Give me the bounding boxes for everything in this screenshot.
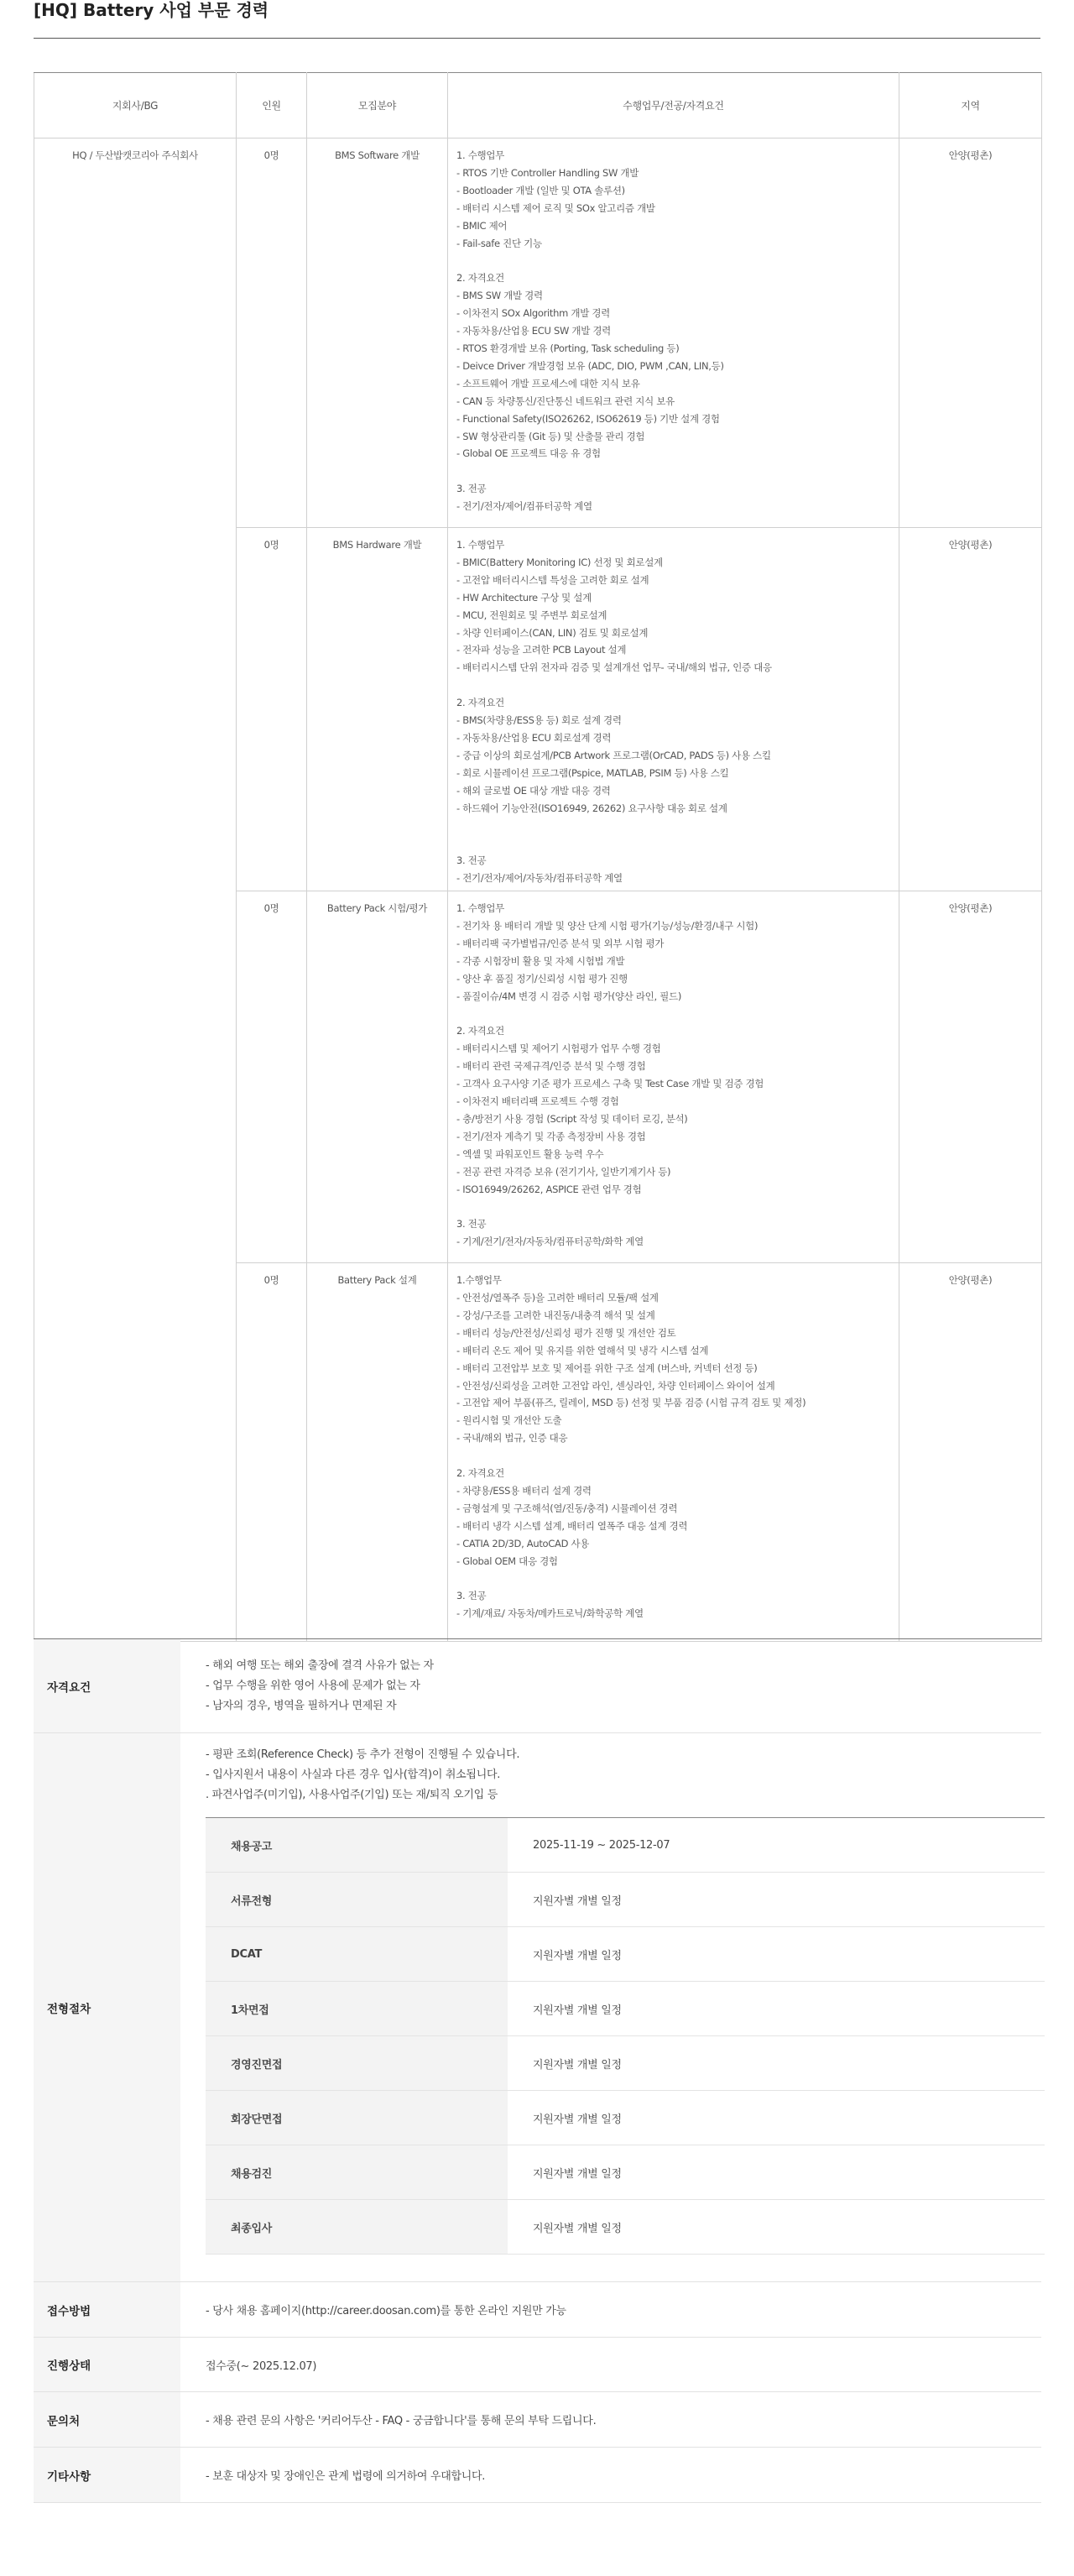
header-region: 지역 <box>899 73 1042 138</box>
step-name: DCAT <box>206 1927 508 1982</box>
step-name: 경영진면접 <box>206 2036 508 2091</box>
qualification-line: - 업무 수행을 위한 영어 사용에 문제가 없는 자 <box>206 1679 420 1692</box>
process-note: - 입사지원서 내용이 사실과 다른 경우 입사(합격)이 취소됩니다. <box>206 1769 501 1781</box>
process-step-row <box>206 1873 1045 1927</box>
info-row-process <box>34 1733 1041 2282</box>
details-text: 1. 수행업무 - BMIC(Battery Monitoring IC) 선정 및 회로설계 - 고전압 배터리시스템 특성을 고려한 회로 설계 - HW Architecture 구상 및 설계 - MCU, 전원회로 및 주변부 회로설계 - 차량 인터페이스(CAN, LIN) 검토 및 회로설계 - 전자파 성능을 고려한 PCB Layout 설계 - 배터리시스템 단위 전자파 검증 및 설계개선 업무- 국내/해외 법규, 인증 대응 2. 자격요건 - BMS(차량용/ESS용 등) 회로 설계 경력 - 자동차용/산업용 ECU 회로설계 경력 - 중급 이상의 회로설계/PCB Artwork 프로그램(OrCAD, PADS 등) 사용 스킬 - 회로 시뮬레이션 프로그램(Pspice, MATLAB, PSIM 등) 사용 스킬 - 해외 글로벌 OE 대상 개발 대응 경력 - 하드웨어 기능안전(ISO16949, 26262) 요구사항 대응 회로 설계 3. 전공 - 전기/전자/제어/자동차/컴퓨터공학 계열 <box>456 539 772 885</box>
status-label: 진행상태 <box>34 2338 180 2392</box>
process-label: 전형절차 <box>34 1733 180 2282</box>
step-name: 채용공고 <box>206 1818 508 1873</box>
step-date: 지원자별 개별 일정 <box>508 2036 1045 2091</box>
headcount-cell: 0명 <box>237 891 307 1263</box>
process-step-row <box>206 1818 1045 1873</box>
info-row-contact <box>34 2392 1041 2448</box>
qualification-line: - 해외 여행 또는 해외 출장에 결격 사유가 없는 자 <box>206 1659 434 1672</box>
step-date: 지원자별 개별 일정 <box>508 2200 1045 2255</box>
process-step-row <box>206 2145 1045 2200</box>
region-cell: 안양(평촌) <box>899 891 1042 1263</box>
step-name: 회장단면접 <box>206 2091 508 2145</box>
misc-text: - 보훈 대상자 및 장애인은 관계 법령에 의거하여 우대합니다. <box>206 2470 486 2483</box>
region-cell: 안양(평촌) <box>899 138 1042 528</box>
step-date: 지원자별 개별 일정 <box>508 1927 1045 1982</box>
positions-header-row <box>34 73 1042 138</box>
details-text: 1.수행업무 - 안전성/열폭주 등)을 고려한 배터리 모듈/팩 설계 - 강성/구조를 고려한 내진동/내충격 해석 및 설계 - 배터리 성능/안전성/신뢰성 평가 진행 및 개선안 검토 - 배터리 온도 제어 및 유지를 위한 열해석 및 냉각 시스템 설계 - 배터리 고전압부 보호 및 제어를 위한 구조 설계 (버스바, 커넥터 선정 등) - 안전성/신뢰성을 고려한 고전압 라인, 센싱라인, 차량 인터페이스 와이어 설계 - 고전압 제어 부품(퓨즈, 릴레이, MSD 등) 선정 및 부품 검증 (시험 규격 검토 및 제정) - 원리시험 및 개선안 도출 - 국내/해외 법규, 인증 대응 2. 자격요건 - 차량용/ESS용 배터리 설계 경력 - 금형설계 및 구조해석(열/진동/충격) 시뮬레이션 경력 - 배터리 냉각 시스템 설계, 배터리 열폭주 대응 설계 경력 - CATIA 2D/3D, AutoCAD 사용 - Global OEM 대응 경험 3. 전공 - 기계/재료/ 자동차/메카트로닉/화학공학 계열 <box>456 1274 806 1620</box>
process-step-row <box>206 1927 1045 1982</box>
headcount-cell: 0명 <box>237 1263 307 1642</box>
details-cell <box>448 1263 899 1642</box>
process-step-row <box>206 2200 1045 2255</box>
step-name: 1차면접 <box>206 1982 508 2036</box>
contact-label: 문의처 <box>34 2392 180 2448</box>
info-row-status <box>34 2338 1041 2392</box>
contact-text: - 채용 관련 문의 사항은 '커리어두산 - FAQ - 궁금합니다'를 통해 문의 부탁 드립니다. <box>206 2415 597 2427</box>
process-step-row <box>206 1982 1045 2036</box>
step-date: 지원자별 개별 일정 <box>508 2091 1045 2145</box>
status-text: 접수중(~ 2025.12.07) <box>206 2359 317 2373</box>
company-cell: HQ / 두산밥캣코리아 주식회사 <box>34 138 237 1642</box>
recruit-info-table <box>34 1638 1041 2503</box>
apply-method-label: 접수방법 <box>34 2282 180 2338</box>
field-cell: Battery Pack 시험/평가 <box>307 891 448 1263</box>
step-date: 지원자별 개별 일정 <box>508 1873 1045 1927</box>
field-cell: BMS Software 개발 <box>307 138 448 528</box>
position-row <box>34 138 1042 528</box>
step-name: 서류전형 <box>206 1873 508 1927</box>
positions-table <box>34 72 1042 1642</box>
process-note: - 평판 조회(Reference Check) 등 추가 전형이 진행될 수 있습니다. <box>206 1748 520 1761</box>
details-text: 1. 수행업무 - RTOS 기반 Controller Handling SW 개발 - Bootloader 개발 (일반 및 OTA 솔루션) - 배터리 시스템 제어 로직 및 SOx 알고리즘 개발 - BMIC 제어 - Fail-safe 진단 기능 2. 자격요건 - BMS SW 개발 경력 - 이차전지 SOx Algorithm 개발 경력 - 자동차용/산업용 ECU SW 개발 경력 - RTOS 환경개발 보유 (Porting, Task scheduling 등) - Deivce Driver 개발경험 보유 (ADC, DIO, PWM ,CAN, LIN,등) - 소프트웨어 개발 프로세스에 대한 지식 보유 - CAN 등 차량통신/진단통신 네트워크 관련 지식 보유 - Functional Safety(ISO26262, ISO62619 등) 기반 설계 경험 - SW 형상관리툴 (Git 등) 및 산출물 관리 경험 - Global OE 프로젝트 대응 유 경험 3. 전공 - 전기/전자/제어/컴퓨터공학 계열 <box>456 149 724 513</box>
process-step-row <box>206 2091 1045 2145</box>
region-cell: 안양(평촌) <box>899 528 1042 891</box>
step-date: 2025-11-19 ~ 2025-12-07 <box>508 1818 1045 1873</box>
step-name: 최종입사 <box>206 2200 508 2255</box>
process-content <box>180 1733 1041 2282</box>
field-cell: BMS Hardware 개발 <box>307 528 448 891</box>
details-cell <box>448 138 899 528</box>
process-note: . 파견사업주(미기입), 사용사업주(기입) 또는 재/퇴직 오기입 등 <box>206 1789 498 1801</box>
info-row-qualification <box>34 1639 1041 1733</box>
info-row-misc <box>34 2448 1041 2503</box>
page-title: [HQ] Battery 사업 부문 경력 <box>34 0 269 20</box>
qualification-label: 자격요건 <box>34 1639 180 1733</box>
details-cell <box>448 891 899 1263</box>
process-step-row <box>206 2036 1045 2091</box>
title-divider <box>34 38 1040 39</box>
qualification-line: - 남자의 경우, 병역을 필하거나 면제된 자 <box>206 1699 397 1712</box>
process-steps-table <box>206 1817 1045 2255</box>
step-date: 지원자별 개별 일정 <box>508 1982 1045 2036</box>
info-row-apply-method <box>34 2282 1041 2338</box>
headcount-cell: 0명 <box>237 138 307 528</box>
step-date: 지원자별 개별 일정 <box>508 2145 1045 2200</box>
headcount-cell: 0명 <box>237 528 307 891</box>
details-text: 1. 수행업무 - 전기차 용 배터리 개발 및 양산 단계 시험 평가(기능/성능/환경/내구 시험) - 배터리팩 국가별법규/인증 분석 및 외부 시험 평가 - 각종 시험장비 활용 및 자체 시험법 개발 - 양산 후 품질 정기/신뢰성 시험 평가 진행 - 품질이슈/4M 변경 시 검증 시험 평가(양산 라인, 필드) 2. 자격요건 - 배터리시스템 및 제어기 시험평가 업무 수행 경험 - 배터리 관련 국제규격/인증 분석 및 수행 경험 - 고객사 요구사양 기준 평가 프로세스 구축 및 Test Case 개발 및 검증 경험 - 이차전지 배터리팩 프로젝트 수행 경험 - 충/방전기 사용 경험 (Script 작성 및 데이터 로깅, 분석) - 전기/전자 계측기 및 각종 측정장비 사용 경험 - 엑셀 및 파워포인트 활용 능력 우수 - 전공 관련 자격증 보유 (전기기사, 일반기계기사 등) - ISO16949/26262, ASPICE 관련 업무 경험 3. 전공 - 기계/전기/전자/자동차/컴퓨터공학/화학 계열 <box>456 902 764 1248</box>
apply-method-text: - 당사 채용 홈페이지(http://career.doosan.com)를 통한 온라인 지원만 가능 <box>206 2305 566 2317</box>
details-cell <box>448 528 899 891</box>
header-company: 지회사/BG <box>34 73 237 138</box>
header-field: 모집분야 <box>307 73 448 138</box>
misc-label: 기타사항 <box>34 2448 180 2503</box>
header-details: 수행업무/전공/자격요건 <box>448 73 899 138</box>
header-headcount: 인원 <box>237 73 307 138</box>
qualification-content <box>180 1639 1041 1733</box>
field-cell: Battery Pack 설계 <box>307 1263 448 1642</box>
step-name: 채용검진 <box>206 2145 508 2200</box>
region-cell: 안양(평촌) <box>899 1263 1042 1642</box>
